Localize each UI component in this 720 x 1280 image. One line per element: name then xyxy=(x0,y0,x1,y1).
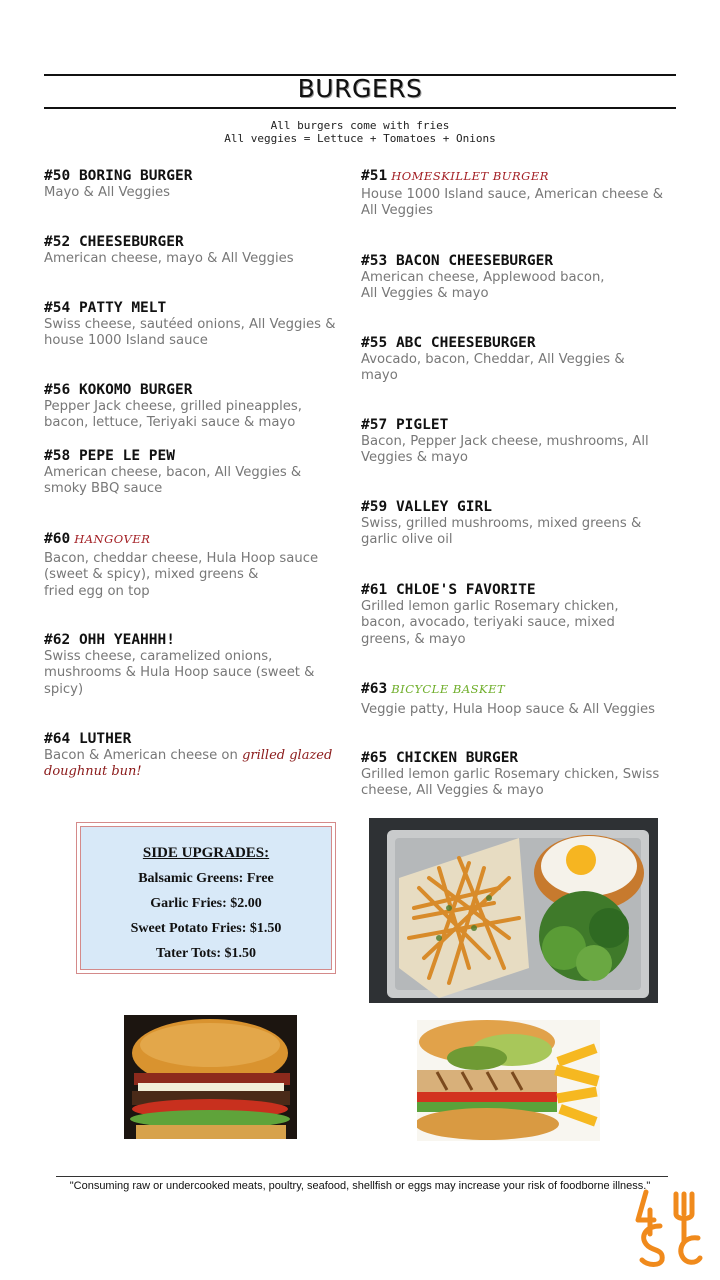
item-description-line: American cheese, Applewood bacon, xyxy=(361,270,605,285)
menu-item xyxy=(44,300,364,350)
item-description-line: fried egg on top xyxy=(44,583,150,599)
item-name: BACON CHEESEBURGER xyxy=(395,253,554,269)
item-description-text: Bacon & American cheese on xyxy=(44,748,243,763)
menu-item xyxy=(44,448,364,498)
item-number: #62 xyxy=(44,632,71,648)
menu-item xyxy=(361,582,681,648)
item-number: #55 xyxy=(361,335,388,351)
item-name: BORING BURGER xyxy=(78,168,193,184)
item-number: #61 xyxy=(361,582,388,598)
fries-tray-photo xyxy=(369,818,658,1003)
item-description xyxy=(44,748,354,781)
item-number: #58 xyxy=(44,448,71,464)
chicken-burger-photo xyxy=(417,1020,600,1141)
item-name: CHICKEN BURGER xyxy=(395,750,519,766)
item-description: Mayo & All Veggies xyxy=(44,185,171,200)
item-name: PIGLET xyxy=(395,417,449,433)
item-description xyxy=(44,551,344,600)
menu-item xyxy=(44,531,364,600)
item-number: #52 xyxy=(44,234,71,250)
side-upgrades-heading: SIDE UPGRADES: xyxy=(142,845,270,861)
item-name: LUTHER xyxy=(78,731,132,747)
item-number: #59 xyxy=(361,499,388,515)
menu-item xyxy=(44,168,364,201)
menu-item xyxy=(361,417,681,467)
item-description: Grilled lemon garlic Rosemary chicken, bacon, avocado, teriyaki sauce, mixed greens, & mayo xyxy=(361,599,619,647)
fries-note: All burgers come with fries xyxy=(270,119,450,132)
item-number: #50 xyxy=(44,168,71,184)
item-description: American cheese, mayo & All Veggies xyxy=(44,251,294,266)
item-name: ABC CHEESEBURGER xyxy=(395,335,536,351)
food-safety-disclaimer: "Consuming raw or undercooked meats, poultry, seafood, shellfish or eggs may increase your risk of foodborne illness." xyxy=(69,1180,651,1192)
item-number: #51 xyxy=(361,168,388,184)
item-name: CHEESEBURGER xyxy=(78,234,184,250)
title-underline xyxy=(44,107,676,109)
menu-item xyxy=(361,168,681,220)
item-description: Grilled lemon garlic Rosemary chicken, Swiss cheese, All Veggies & mayo xyxy=(361,767,660,799)
item-description-highlight: grilled glazed doughnut bun! xyxy=(44,748,333,780)
item-name: PEPE LE PEW xyxy=(78,448,175,464)
upgrade-item: Sweet Potato Fries: $1.50 xyxy=(130,921,282,936)
upgrade-item: Tater Tots: $1.50 xyxy=(156,946,256,961)
item-number: #65 xyxy=(361,750,388,766)
item-description xyxy=(361,270,681,303)
item-description: Swiss, grilled mushrooms, mixed greens & garlic olive oil xyxy=(361,516,642,548)
upgrade-item: Garlic Fries: $2.00 xyxy=(150,896,262,911)
restaurant-logo-icon xyxy=(632,1186,704,1268)
menu-item xyxy=(44,632,364,698)
item-name: CHLOE'S FAVORITE xyxy=(395,582,536,598)
item-description: Pepper Jack cheese, grilled pineapples, bacon, lettuce, Teriyaki sauce & mayo xyxy=(44,399,302,431)
item-number: #56 xyxy=(44,382,71,398)
item-description-line: Bacon, cheddar cheese, Hula Hoop sauce (sweet & spicy), mixed greens & xyxy=(44,551,319,583)
item-description: Swiss cheese, sautéed onions, All Veggies & house 1000 Island sauce xyxy=(44,317,336,349)
item-number: #64 xyxy=(44,731,71,747)
item-description: American cheese, bacon, All Veggies & smoky BBQ sauce xyxy=(44,465,302,497)
menu-item xyxy=(44,382,364,432)
menu-item xyxy=(44,234,364,267)
item-name: HANGOVER xyxy=(74,532,151,546)
item-number: #57 xyxy=(361,417,388,433)
item-number: #60 xyxy=(44,531,71,547)
item-description: Bacon, Pepper Jack cheese, mushrooms, All Veggies & mayo xyxy=(361,434,649,466)
item-name: BICYCLE BASKET xyxy=(391,682,506,696)
item-description: House 1000 Island sauce, American cheese & All Veggies xyxy=(361,187,663,219)
side-upgrades-box xyxy=(76,822,336,974)
menu-item xyxy=(361,253,681,303)
item-description-line: All Veggies & mayo xyxy=(361,286,489,302)
menu-item xyxy=(361,750,681,800)
item-description: Avocado, bacon, Cheddar, All Veggies & mayo xyxy=(361,352,625,384)
veggies-note: All veggies = Lettuce + Tomatoes + Onions xyxy=(224,132,496,145)
item-name: KOKOMO BURGER xyxy=(78,382,193,398)
item-description: Veggie patty, Hula Hoop sauce & All Veggies xyxy=(361,702,656,717)
upgrade-item: Balsamic Greens: Free xyxy=(138,871,274,886)
item-number: #54 xyxy=(44,300,71,316)
menu-item xyxy=(361,499,681,549)
menu-item xyxy=(361,681,681,718)
page-title: BURGERS xyxy=(297,74,423,103)
disclaimer-rule xyxy=(56,1176,668,1177)
item-name: PATTY MELT xyxy=(78,300,167,316)
bacon-burger-photo xyxy=(124,1015,297,1139)
item-name: VALLEY GIRL xyxy=(395,499,492,515)
item-name: HOMESKILLET BURGER xyxy=(391,169,549,183)
menu-item xyxy=(361,335,681,385)
item-number: #63 xyxy=(361,681,388,697)
item-name: OHH YEAHHH! xyxy=(78,632,175,648)
menu-item xyxy=(44,731,364,781)
item-description: Swiss cheese, caramelized onions, mushrooms & Hula Hoop sauce (sweet & spicy) xyxy=(44,649,315,697)
item-number: #53 xyxy=(361,253,388,269)
